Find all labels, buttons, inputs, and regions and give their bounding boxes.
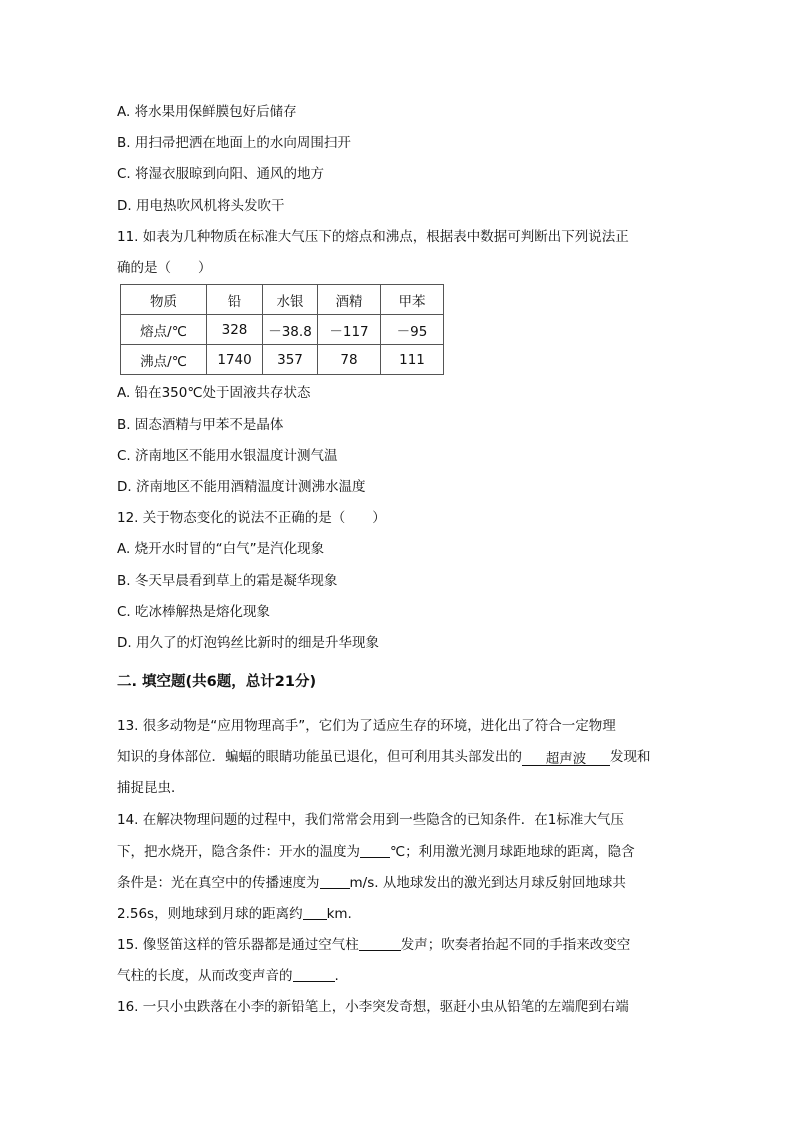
q11-stem-line2: 确的是（ ） xyxy=(117,260,212,276)
table-header-cell: 铅 xyxy=(207,285,263,315)
table-cell: 78 xyxy=(318,345,381,375)
q14-line3 xyxy=(117,874,677,891)
table-row xyxy=(121,315,444,345)
q15-blank-vibration[interactable] xyxy=(359,936,401,951)
q15-line2 xyxy=(117,967,677,984)
q14-blank-light-speed[interactable] xyxy=(320,874,350,889)
q13-text-after: 发现和 xyxy=(610,749,651,765)
q15-blank-pitch[interactable] xyxy=(293,967,335,982)
q14-line1: 14. 在解决物理问题的过程中，我们常常会用到一些隐含的已知条件．在1标准大气压 xyxy=(117,812,624,828)
table-header-cell: 物质 xyxy=(121,285,207,315)
table-row-label: 熔点/℃ xyxy=(121,315,207,345)
q16-line1: 16. 一只小虫跌落在小李的新铅笔上，小李突发奇想，驱赶小虫从铅笔的左端爬到右端 xyxy=(117,999,629,1015)
q12-option-a: A. 烧开水时冒的“白气”是汽化现象 xyxy=(117,541,325,557)
q14-text-before-blank3: 2.56s，则地球到月球的距离约 xyxy=(117,906,303,922)
table-row xyxy=(121,345,444,375)
q15-text-after-blank1: 发声；吹奏者抬起不同的手指来改变空 xyxy=(400,937,631,953)
table-header-row xyxy=(121,285,444,315)
q11-stem-line1: 11. 如表为几种物质在标准大气压下的熔点和沸点，根据表中数据可判断出下列说法正 xyxy=(117,229,629,245)
q11-option-d: D. 济南地区不能用酒精温度计测沸水温度 xyxy=(117,479,366,495)
q13-answer: 超声波 xyxy=(545,751,587,766)
table-header-cell: 酒精 xyxy=(318,285,381,315)
q10-option-c: C. 将湿衣服晾到向阳、通风的地方 xyxy=(117,166,325,182)
q11-option-a: A. 铅在350℃处于固液共存状态 xyxy=(117,385,311,401)
table-cell: 111 xyxy=(381,345,444,375)
q12-option-d: D. 用久了的灯泡钨丝比新时的细是升华现象 xyxy=(117,635,379,651)
q14-line2 xyxy=(117,843,677,860)
q13-text-before: 知识的身体部位．蝙蝠的眼睛功能虽已退化，但可利用其头部发出的 xyxy=(117,749,522,765)
q15-text-after-blank2: . xyxy=(334,968,339,984)
q13-line3: 捕捉昆虫． xyxy=(117,780,185,796)
q10-option-a: A. 将水果用保鲜膜包好后储存 xyxy=(117,104,297,120)
table-cell: 357 xyxy=(263,345,318,375)
q11-option-b: B. 固态酒精与甲苯不是晶体 xyxy=(117,417,284,433)
table-cell: －38.8 xyxy=(263,315,318,345)
q14-line4 xyxy=(117,905,677,922)
q14-text-after-blank1: ℃；利用激光测月球距地球的距离，隐含 xyxy=(390,844,635,860)
q15-text-before-blank2: 气柱的长度，从而改变声音的 xyxy=(117,968,293,984)
q10-option-b: B. 用扫帚把洒在地面上的水向周围扫开 xyxy=(117,135,351,151)
q10-option-d: D. 用电热吹风机将头发吹干 xyxy=(117,198,285,214)
table-cell: －95 xyxy=(381,315,444,345)
q15-line1 xyxy=(117,936,677,953)
table-cell: 1740 xyxy=(207,345,263,375)
table-header-cell: 甲苯 xyxy=(381,285,444,315)
melting-boiling-table xyxy=(120,284,444,375)
q13-line1: 13. 很多动物是“应用物理高手”，它们为了适应生存的环境，进化出了符合一定物理 xyxy=(117,718,616,734)
q13-line2 xyxy=(117,749,677,766)
section-title-fill-in: 二. 填空题(共6题，总计21分) xyxy=(117,674,317,690)
q11-option-c: C. 济南地区不能用水银温度计测气温 xyxy=(117,448,338,464)
q13-answer-blank[interactable] xyxy=(522,751,610,766)
q14-text-after-blank2: m/s. 从地球发出的激光到达月球反射回地球共 xyxy=(349,875,626,891)
q14-text-before-blank2: 条件是：光在真空中的传播速度为 xyxy=(117,875,320,891)
q12-option-c: C. 吃冰棒解热是熔化现象 xyxy=(117,604,271,620)
table-row-label: 沸点/℃ xyxy=(121,345,207,375)
q14-text-after-blank3: km. xyxy=(326,906,352,922)
q12-option-b: B. 冬天早晨看到草上的霜是凝华现象 xyxy=(117,573,338,589)
q15-text-before-blank1: 15. 像竖笛这样的管乐器都是通过空气柱 xyxy=(117,937,359,953)
table-header-cell: 水银 xyxy=(263,285,318,315)
table-cell: 328 xyxy=(207,315,263,345)
table-cell: －117 xyxy=(318,315,381,345)
q14-blank-temperature[interactable] xyxy=(360,843,390,858)
q12-stem: 12. 关于物态变化的说法不正确的是（ ） xyxy=(117,510,386,526)
q14-blank-distance[interactable] xyxy=(303,905,327,920)
q14-text-before-blank1: 下，把水烧开，隐含条件：开水的温度为 xyxy=(117,844,360,860)
